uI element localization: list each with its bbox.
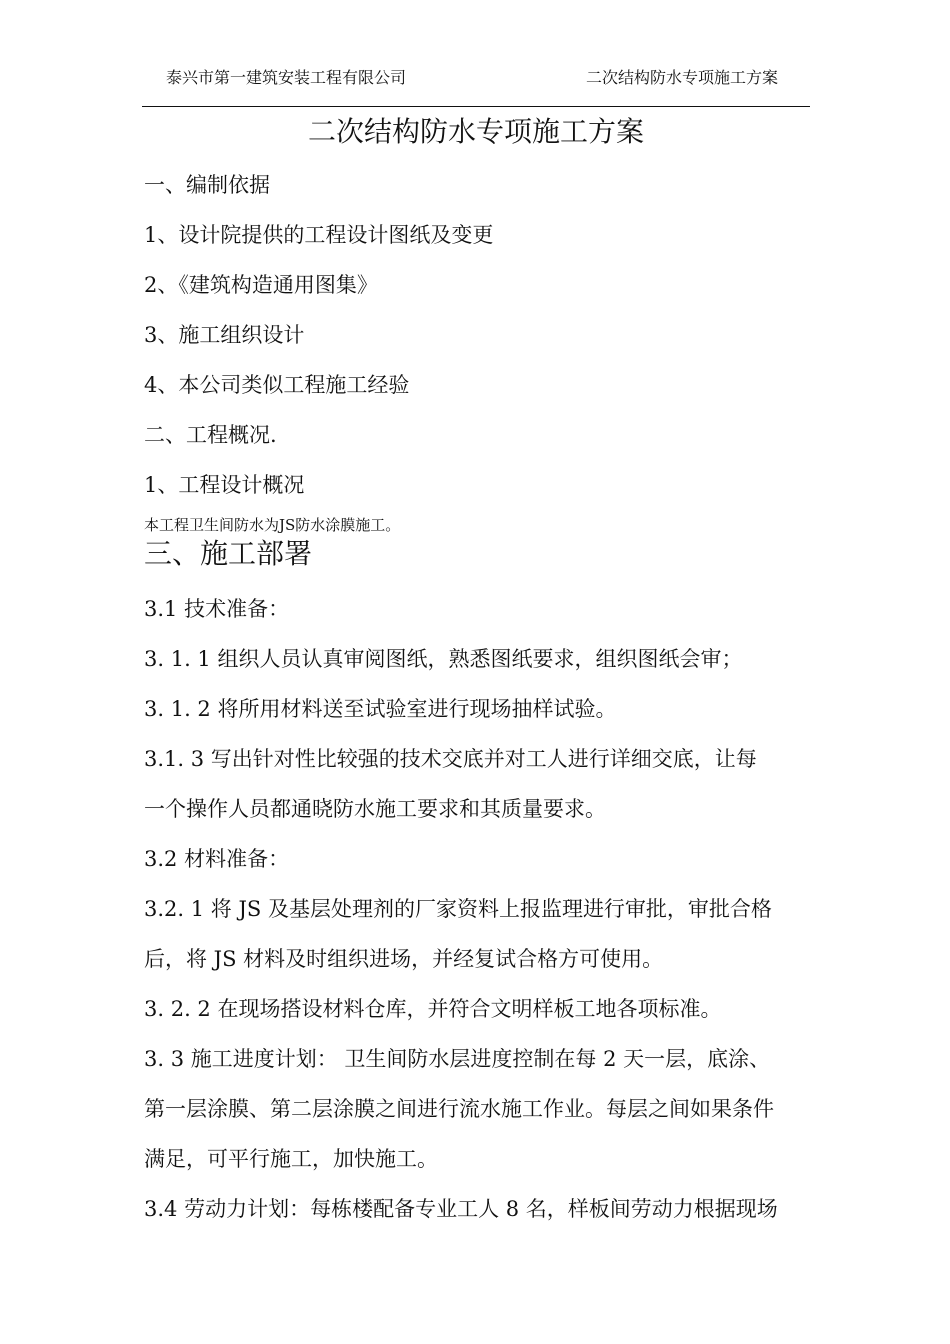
tech-prep-heading: 3.1 技术准备： [144, 597, 290, 621]
tech-prep-item-2: 3. 1. 2 将所用材料送至试验室进行现场抽样试验。 [144, 697, 617, 721]
material-prep-item-1: 3.2. 1 将 JS 及基层处理剂的厂家资料上报监理进行审批，审批合格 [144, 897, 772, 921]
overview-text: 本工程卫生间防水为JS防水涂膜施工。 [144, 516, 401, 534]
overview-item-1: 1、工程设计概况 [144, 473, 305, 497]
page-title: 二次结构防水专项施工方案 [307, 115, 644, 148]
schedule-plan-cont-2: 满足，可平行施工，加快施工。 [144, 1147, 438, 1171]
header-company: 泰兴市第一建筑安装工程有限公司 [166, 68, 407, 87]
tech-prep-item-1: 3. 1. 1 组织人员认真审阅图纸，熟悉图纸要求，组织图纸会审； [144, 647, 743, 671]
tech-prep-item-3: 3.1. 3 写出针对性比较强的技术交底并对工人进行详细交底，让每 [144, 747, 757, 771]
schedule-plan-cont-1: 第一层涂膜、第二层涂膜之间进行流水施工作业。每层之间如果条件 [144, 1097, 774, 1121]
schedule-plan: 3. 3 施工进度计划： 卫生间防水层进度控制在每 2 天一层，底涂、 [144, 1047, 771, 1071]
header-doc-name: 二次结构防水专项施工方案 [586, 68, 779, 87]
section-heading-1: 一、编制依据 [144, 173, 270, 197]
header-rule [142, 106, 810, 107]
material-prep-item-1-cont: 后，将 JS 材料及时组织进场，并经复试合格方可使用。 [144, 947, 664, 971]
tech-prep-item-3-cont: 一个操作人员都通晓防水施工要求和其质量要求。 [144, 797, 606, 821]
basis-item-3: 3、施工组织设计 [144, 323, 305, 347]
material-prep-heading: 3.2 材料准备： [144, 847, 290, 871]
basis-item-1: 1、设计院提供的工程设计图纸及变更 [144, 223, 494, 247]
basis-item-4: 4、本公司类似工程施工经验 [144, 373, 410, 397]
section-heading-3: 三、施工部署 [144, 537, 313, 570]
material-prep-item-2: 3. 2. 2 在现场搭设材料仓库，并符合文明样板工地各项标准。 [144, 997, 722, 1021]
basis-item-2: 2、《建筑构造通用图集》 [144, 273, 378, 297]
section-heading-2: 二、工程概况. [144, 423, 277, 447]
labor-plan: 3.4 劳动力计划：每栋楼配备专业工人 8 名，样板间劳动力根据现场 [144, 1197, 778, 1221]
